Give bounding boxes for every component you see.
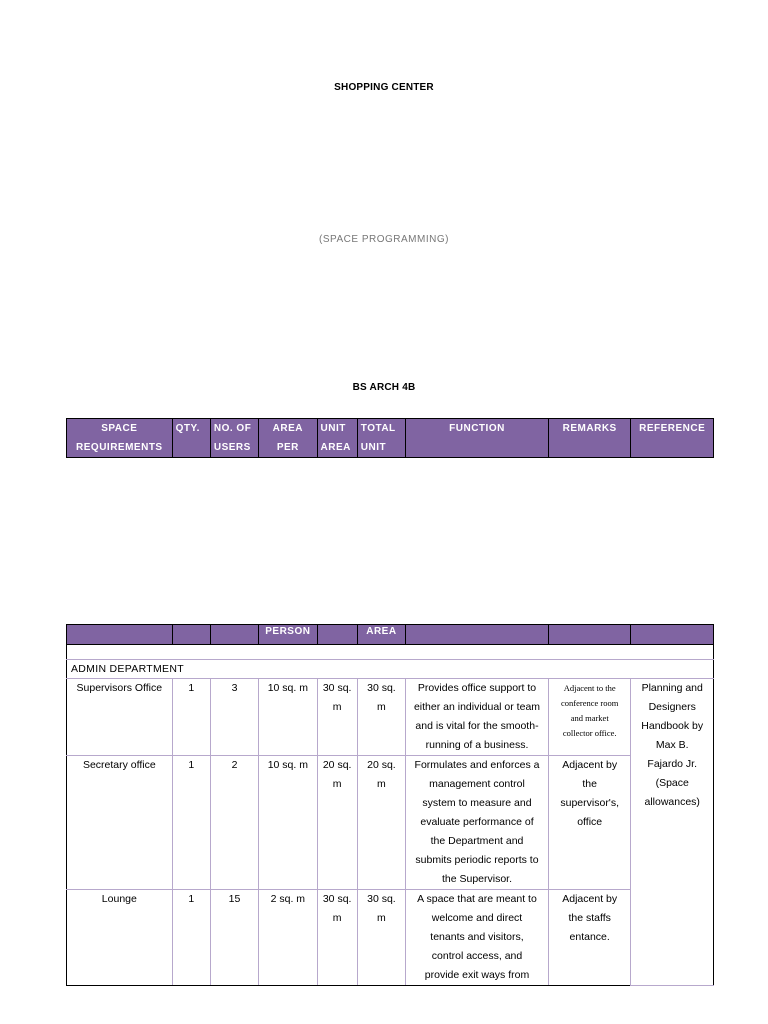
function-line: evaluate performance of bbox=[420, 816, 534, 828]
total-line1: 20 sq. bbox=[367, 759, 396, 771]
function-line: the Department and bbox=[430, 835, 524, 847]
users-cell: 3 bbox=[210, 679, 258, 756]
total-cell bbox=[357, 756, 405, 890]
unit-area-line2: m bbox=[332, 701, 342, 713]
header-cont-person: PERSON bbox=[259, 625, 317, 645]
remarks-cell bbox=[548, 756, 631, 890]
function-line: control access, and bbox=[431, 950, 523, 962]
header-table bbox=[66, 418, 714, 458]
unit-area-line2: m bbox=[332, 912, 342, 924]
function-line: and is vital for the smooth- bbox=[415, 720, 539, 732]
reference-line: allowances) bbox=[644, 796, 700, 808]
table-row bbox=[67, 890, 714, 986]
header-unit-line2: AREA bbox=[320, 442, 351, 453]
document-title: SHOPPING CENTER bbox=[334, 82, 434, 93]
reference-line: Designers bbox=[648, 701, 696, 713]
total-line2: m bbox=[377, 778, 386, 790]
function-line: running of a business. bbox=[425, 739, 529, 751]
section-label: BS ARCH 4B bbox=[352, 382, 416, 393]
function-line: tenants and visitors, bbox=[430, 931, 524, 943]
function-line: Provides office support to bbox=[417, 682, 537, 694]
header-total-line1: TOTAL bbox=[360, 423, 396, 434]
function-line: welcome and direct bbox=[431, 912, 523, 924]
remarks-line: conference room bbox=[561, 698, 619, 708]
function-cell bbox=[406, 890, 549, 986]
remarks-line: and market bbox=[570, 713, 609, 723]
unit-area-line1: 30 sq. bbox=[322, 893, 352, 905]
function-cell bbox=[406, 679, 549, 756]
remarks-line: Adjacent by bbox=[562, 893, 618, 905]
qty-cell: 1 bbox=[172, 679, 210, 756]
reference-cell bbox=[631, 679, 714, 986]
space-cell: Lounge bbox=[67, 890, 173, 986]
col-reference: REFERENCE bbox=[631, 419, 714, 458]
area-per-cell: 10 sq. m bbox=[259, 756, 317, 890]
function-line: submits periodic reports to bbox=[415, 854, 539, 866]
total-line1: 30 sq. bbox=[367, 682, 396, 694]
unit-area-line2: m bbox=[332, 778, 342, 790]
col-unit-area bbox=[317, 419, 357, 458]
col-users bbox=[210, 419, 258, 458]
document-subtitle: (SPACE PROGRAMMING) bbox=[319, 234, 449, 245]
remarks-cell bbox=[548, 679, 631, 756]
total-line2: m bbox=[377, 912, 386, 924]
col-remarks: REMARKS bbox=[548, 419, 631, 458]
qty-cell: 1 bbox=[172, 756, 210, 890]
space-cell: Supervisors Office bbox=[67, 679, 173, 756]
reference-line: Handbook by bbox=[641, 720, 704, 732]
remarks-line: Adjacent by bbox=[562, 759, 618, 771]
remarks-line: office bbox=[577, 816, 603, 828]
remarks-line: collector office. bbox=[562, 728, 617, 738]
total-cell bbox=[357, 890, 405, 986]
unit-area-cell bbox=[317, 679, 357, 756]
remarks-cell bbox=[548, 890, 631, 986]
header-cont-area: AREA bbox=[357, 625, 405, 645]
total-cell bbox=[357, 679, 405, 756]
function-cell bbox=[406, 756, 549, 890]
space-program-table bbox=[66, 624, 714, 986]
area-per-cell: 2 sq. m bbox=[259, 890, 317, 986]
header-area-line1: AREA bbox=[272, 423, 304, 434]
space-cell: Secretary office bbox=[67, 756, 173, 890]
function-line: management control bbox=[429, 778, 525, 790]
header-space-line2: REQUIREMENTS bbox=[76, 442, 163, 453]
users-cell: 2 bbox=[210, 756, 258, 890]
remarks-line: the bbox=[582, 778, 597, 790]
area-per-cell: 10 sq. m bbox=[259, 679, 317, 756]
function-line: system to measure and bbox=[422, 797, 532, 809]
col-space-requirements bbox=[67, 419, 173, 458]
department-label: ADMIN DEPARTMENT bbox=[67, 660, 714, 679]
col-qty: QTY. bbox=[172, 419, 210, 458]
remarks-line: entance. bbox=[569, 931, 610, 943]
col-total-unit bbox=[357, 419, 405, 458]
total-line1: 30 sq. bbox=[367, 893, 396, 905]
header-area-line2: PER bbox=[276, 442, 299, 453]
reference-line: Fajardo Jr. bbox=[647, 758, 698, 770]
remarks-line: Adjacent to the bbox=[563, 683, 616, 693]
reference-line: (Space bbox=[655, 777, 689, 789]
header-users-line1: NO. OF bbox=[213, 423, 252, 434]
header-space-line1: SPACE bbox=[101, 423, 138, 434]
unit-area-line1: 30 sq. bbox=[322, 682, 352, 694]
function-line: either an individual or team bbox=[413, 701, 541, 713]
function-line: Formulates and enforces a bbox=[414, 759, 540, 771]
unit-area-cell bbox=[317, 890, 357, 986]
header-unit-line1: UNIT bbox=[320, 423, 346, 434]
reference-line: Max B. bbox=[655, 739, 689, 751]
total-line2: m bbox=[377, 701, 386, 713]
col-area-per bbox=[259, 419, 317, 458]
table-row bbox=[67, 679, 714, 756]
col-function: FUNCTION bbox=[406, 419, 549, 458]
function-line: A space that are meant to bbox=[417, 893, 537, 905]
table-row bbox=[67, 756, 714, 890]
remarks-line: supervisor's, bbox=[560, 797, 619, 809]
qty-cell: 1 bbox=[172, 890, 210, 986]
users-cell: 15 bbox=[210, 890, 258, 986]
remarks-line: the staffs bbox=[568, 912, 611, 924]
header-users-line2: USERS bbox=[213, 442, 251, 453]
reference-line: Planning and bbox=[641, 682, 703, 694]
unit-area-line1: 20 sq. bbox=[322, 759, 352, 771]
function-line: provide exit ways from bbox=[424, 969, 530, 981]
function-line: the Supervisor. bbox=[441, 873, 513, 885]
header-total-line2: UNIT bbox=[360, 442, 387, 453]
unit-area-cell bbox=[317, 756, 357, 890]
